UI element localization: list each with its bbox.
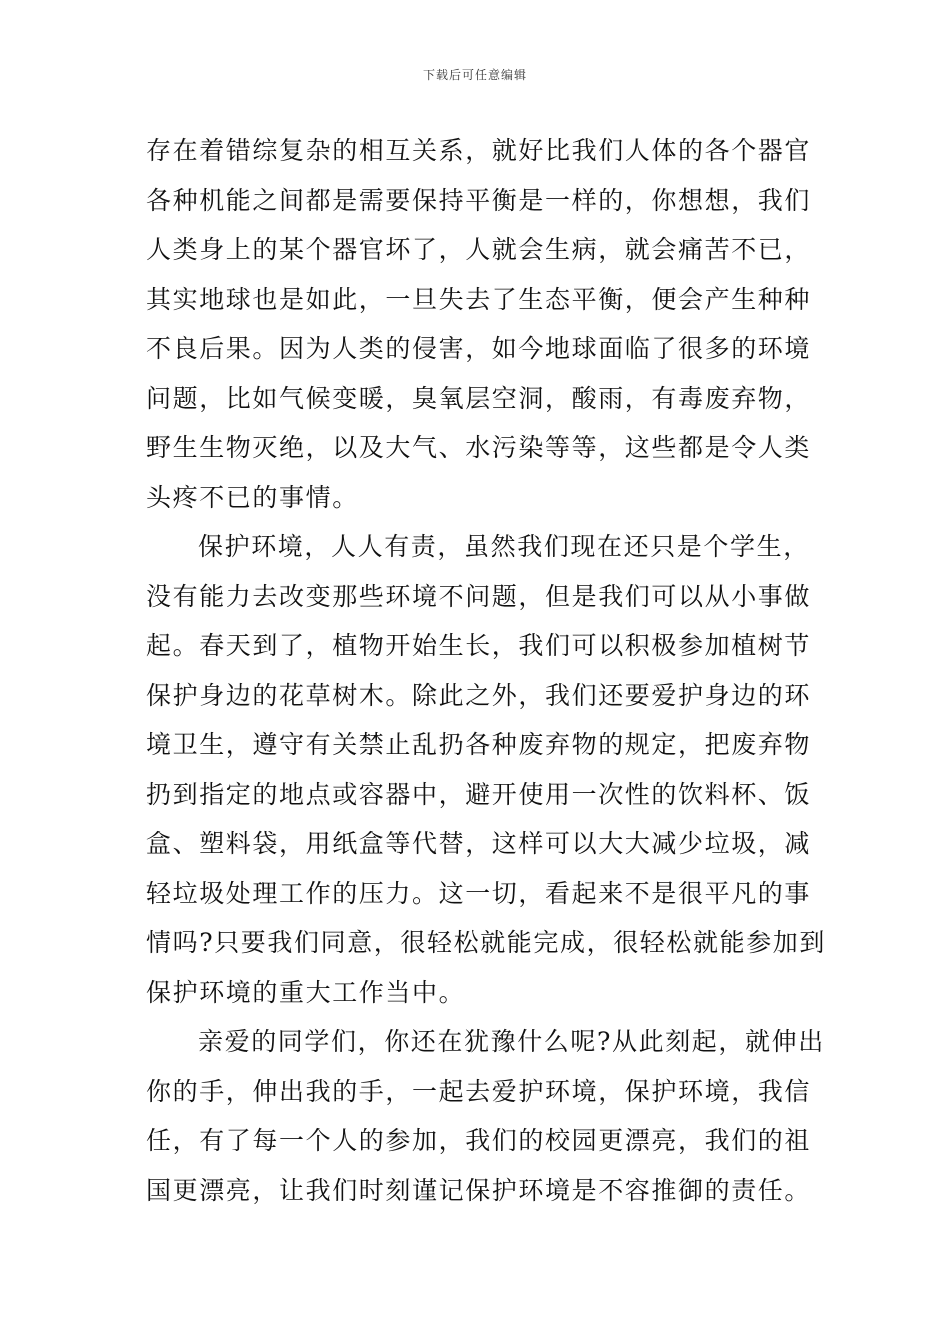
document-body bbox=[146, 126, 827, 1215]
text-line: 境卫生，遵守有关禁止乱扔各种废弃物的规定，把废弃物 bbox=[146, 730, 812, 759]
text-line: 问题，比如气候变暖，臭氧层空洞，酸雨，有毒废弃物， bbox=[146, 383, 812, 413]
text-line: 野生生物灭绝，以及大气、水污染等等，这些都是令人类 bbox=[146, 433, 812, 462]
text-line: 没有能力去改变那些环境不问题，但是我们可以从小事做 bbox=[146, 581, 812, 611]
text-line: 轻垃圾处理工作的压力。这一切，看起来不是很平凡的事 bbox=[146, 878, 812, 908]
text-line: 情吗?只要我们同意，很轻松就能完成，很轻松就能参加到 bbox=[146, 928, 827, 957]
text-line: 保护身边的花草树木。除此之外，我们还要爱护身边的环 bbox=[146, 680, 812, 710]
text-line: 你的手，伸出我的手，一起去爱护环境，保护环境，我信 bbox=[146, 1076, 812, 1106]
paragraph-3 bbox=[146, 1017, 825, 1215]
text-line: 盒、塑料袋，用纸盒等代替，这样可以大大减少垃圾，减 bbox=[146, 829, 812, 858]
text-line: 扔到指定的地点或容器中，避开使用一次性的饮料杯、饭 bbox=[146, 779, 812, 809]
header-note: 下载后可任意编辑 bbox=[422, 68, 527, 82]
paragraph-2 bbox=[146, 522, 827, 1017]
text-line: 保护环境的重大工作当中。 bbox=[146, 977, 466, 1007]
text-line: 各种机能之间都是需要保持平衡是一样的，你想想，我们 bbox=[146, 185, 812, 215]
paragraph-1 bbox=[146, 126, 810, 522]
text-line: 其实地球也是如此，一旦失去了生态平衡，便会产生种种 bbox=[146, 284, 812, 314]
text-line: 存在着错综复杂的相互关系，就好比我们人体的各个器官 bbox=[146, 136, 812, 165]
text-line: 国更漂亮，让我们时刻谨记保护环境是不容推御的责任。 bbox=[146, 1175, 812, 1205]
text-line: 头疼不已的事情。 bbox=[146, 482, 359, 512]
text-line: 不良后果。因为人类的侵害，如今地球面临了很多的环境 bbox=[146, 334, 812, 363]
text-line: 人类身上的某个器官坏了，人就会生病，就会痛苦不已， bbox=[146, 235, 812, 264]
text-line: 起。春天到了，植物开始生长，我们可以积极参加植树节 bbox=[146, 631, 812, 660]
text-line: 保护环境，人人有责，虽然我们现在还只是个学生， bbox=[198, 532, 810, 561]
text-line: 任，有了每一个人的参加，我们的校园更漂亮，我们的祖 bbox=[146, 1126, 812, 1155]
text-line: 亲爱的同学们，你还在犹豫什么呢?从此刻起，就伸出 bbox=[198, 1027, 825, 1056]
